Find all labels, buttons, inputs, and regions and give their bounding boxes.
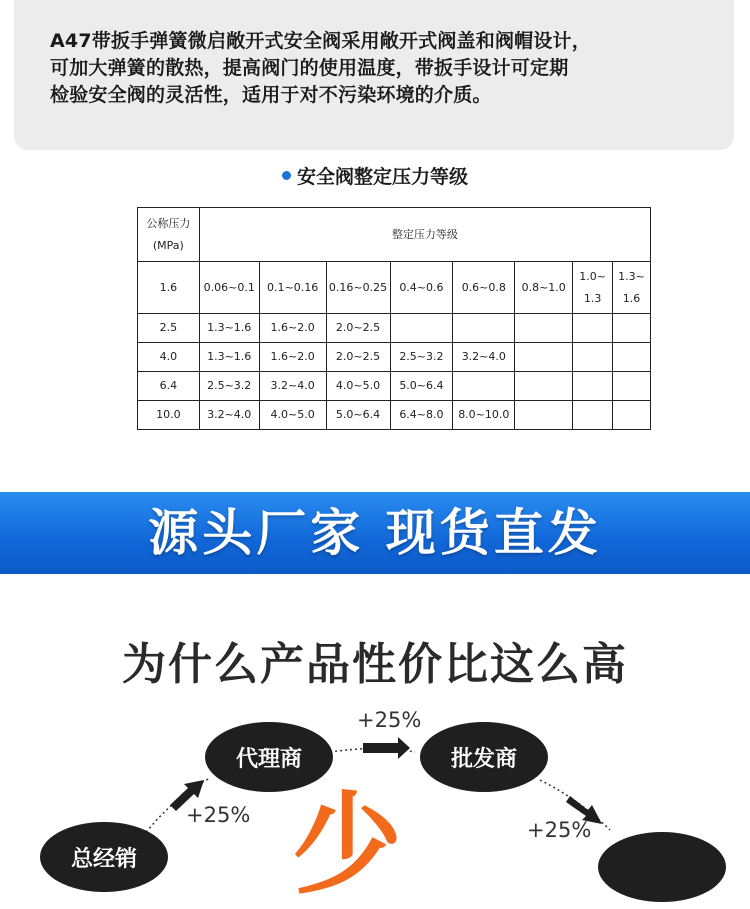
why-title: 为什么产品性价比这么高 xyxy=(122,639,628,690)
intro-line-1: A47带扳手弹簧微启敞开式安全阀采用敞开式阀盖和阀帽设计， xyxy=(50,30,591,52)
table-cell xyxy=(613,372,651,401)
intro-line-2: 可加大弹簧的散热，提高阀门的使用温度，带扳手设计可定期 xyxy=(50,57,569,79)
percent-right: +25% xyxy=(527,818,592,842)
setting-pressure-header: 整定压力等级 xyxy=(199,208,650,262)
table-cell xyxy=(573,401,613,430)
table-row xyxy=(138,343,651,372)
nominal-cell: 2.5 xyxy=(138,314,200,343)
table-cell xyxy=(613,314,651,343)
table-cell: 0.16~0.25 xyxy=(326,262,390,314)
percent-left: +25% xyxy=(186,803,251,827)
table-cell xyxy=(453,314,515,343)
node-wholesaler: 批发商 xyxy=(420,722,548,792)
nominal-cell: 6.4 xyxy=(138,372,200,401)
banner-text: 源头厂家 现货直发 xyxy=(148,504,602,562)
table-cell xyxy=(573,372,613,401)
table-cell xyxy=(515,343,573,372)
table-cell: 4.0~5.0 xyxy=(259,401,326,430)
intro-box xyxy=(14,0,734,150)
table-cell: 3.2~4.0 xyxy=(199,401,259,430)
intro-text xyxy=(50,28,704,109)
table-cell xyxy=(453,372,515,401)
nominal-cell: 4.0 xyxy=(138,343,200,372)
table-row xyxy=(138,401,651,430)
nominal-pressure-header: 公称压力 (MPa) xyxy=(138,208,200,262)
table-cell: 0.8~1.0 xyxy=(515,262,573,314)
arrow-right-icon xyxy=(363,737,410,759)
percent-top: +25% xyxy=(357,708,422,732)
table-cell xyxy=(613,343,651,372)
table-cell: 1.0~ 1.3 xyxy=(573,262,613,314)
table-cell: 1.3~1.6 xyxy=(199,314,259,343)
node-left-partial: 总经销 xyxy=(40,822,168,892)
table-cell: 2.0~2.5 xyxy=(326,314,390,343)
table-cell: 5.0~6.4 xyxy=(326,401,390,430)
table-cell: 0.6~0.8 xyxy=(453,262,515,314)
pressure-table xyxy=(137,207,651,430)
table-cell xyxy=(515,401,573,430)
table-cell: 1.3~1.6 xyxy=(199,343,259,372)
table-title xyxy=(0,162,750,189)
table-cell: 2.5~3.2 xyxy=(199,372,259,401)
nominal-cell: 10.0 xyxy=(138,401,200,430)
table-cell: 3.2~4.0 xyxy=(259,372,326,401)
table-cell xyxy=(573,343,613,372)
table-cell xyxy=(515,372,573,401)
table-cell: 0.4~0.6 xyxy=(390,262,453,314)
node-right-partial xyxy=(598,832,726,902)
table-cell xyxy=(515,314,573,343)
table-cell: 2.0~2.5 xyxy=(326,343,390,372)
table-cell: 1.3~ 1.6 xyxy=(613,262,651,314)
table-row xyxy=(138,372,651,401)
table-cell: 5.0~6.4 xyxy=(390,372,453,401)
table-cell xyxy=(573,314,613,343)
table-cell: 6.4~8.0 xyxy=(390,401,453,430)
table-cell: 8.0~10.0 xyxy=(453,401,515,430)
table-cell xyxy=(390,314,453,343)
big-orange-char: 少 xyxy=(292,781,402,909)
table-cell: 3.2~4.0 xyxy=(453,343,515,372)
table-row xyxy=(138,314,651,343)
table-row xyxy=(138,262,651,314)
banner xyxy=(0,492,750,574)
table-cell xyxy=(613,401,651,430)
table-cell: 0.1~0.16 xyxy=(259,262,326,314)
table-cell: 2.5~3.2 xyxy=(390,343,453,372)
intro-line-3: 检验安全阀的灵活性，适用于对不污染环境的介质。 xyxy=(50,84,492,106)
table-cell: 1.6~2.0 xyxy=(259,314,326,343)
table-cell: 4.0~5.0 xyxy=(326,372,390,401)
nominal-cell: 1.6 xyxy=(138,262,200,314)
table-title-text: 安全阀整定压力等级 xyxy=(296,166,468,188)
node-agent: 代理商 xyxy=(205,722,333,792)
bullet-dot-icon xyxy=(282,171,291,180)
table-cell: 1.6~2.0 xyxy=(259,343,326,372)
table-cell: 0.06~0.1 xyxy=(199,262,259,314)
